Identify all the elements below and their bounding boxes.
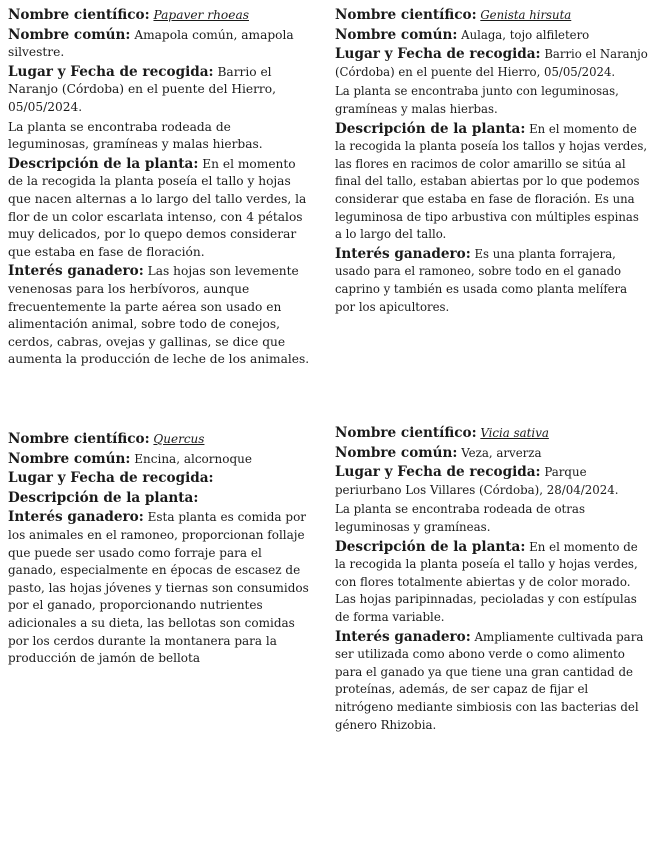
scientific-name-label: Nombre científico: <box>8 7 150 23</box>
common-name-label: Nombre común: <box>8 26 131 43</box>
common-name: Veza, arverza <box>461 445 542 460</box>
interest-label: Interés ganadero: <box>8 509 144 526</box>
habitat-text: La planta se encontraba rodeada de otras leguminosas y gramíneas. <box>335 502 586 534</box>
scientific-name: Quercus <box>153 432 205 446</box>
interest-row <box>335 246 649 316</box>
description-row <box>8 156 314 262</box>
description-text: En el momento de la recogida la planta poseía los tallos y hojas verdes, las flores en racimos de color amarillo se sitúa al final del tallo, estaban abiertas por lo que podemos considerar que estaba en fase de floración. Es una leguminosa de tipo arbustiva con múltiples espinas a lo largo del tallo. <box>335 121 648 242</box>
common-name-row <box>335 27 649 45</box>
common-name-label: Nombre común: <box>8 450 131 467</box>
common-name: Aulaga, tojo alfiletero <box>461 27 590 42</box>
place-date: Barrio el Naranjo (Córdoba) en el puente del Hierro, 05/05/2024. <box>335 47 648 79</box>
place-date: Parque periurbano Los Villares (Córdoba), 28/04/2024. <box>335 465 619 497</box>
scientific-name: Vicia sativa <box>480 426 549 440</box>
interest-row <box>335 629 649 735</box>
place-date-label: Lugar y Fecha de recogida: <box>8 470 214 487</box>
interest-text: Es una planta forrajera, usado para el ramoneo, sobre todo en el ganado caprino y también es usada como planta melífera por los apicultores. <box>335 246 628 314</box>
description-label: Descripción de la planta: <box>335 120 526 137</box>
plant-card-quercus <box>8 431 314 670</box>
place-date-row <box>335 464 649 499</box>
interest-label: Interés ganadero: <box>335 628 471 645</box>
description-text: En el momento de la recogida la planta poseía el tallo y hojas que nacen alternas a lo largo del tallo verdes, la flor de un color escarlata intenso, con 4 pétalos muy delicados, por lo quepo demos considerar que estaba en fase de floración. <box>8 156 307 259</box>
common-name-row <box>8 27 314 62</box>
interest-text: Las hojas son levemente venenosas para los herbívoros, aunque frecuentemente la parte aérea son usado en alimentación animal, sobre todo de conejos, cerdos, cabras, ovejas y gallinas, se dice que aumenta la producción de leche de los animales. <box>8 264 310 367</box>
place-date-row <box>335 46 649 81</box>
interest-label: Interés ganadero: <box>335 245 471 262</box>
interest-text: Esta planta es comida por los animales en el ramoneo, proporcionan follaje que puede ser usado como forraje para el ganado, especialmente en épocas de escasez de pasto, las hojas jóvenes y tiernas son consumidos por el ganado, proporcionando nutrientes adicionales a su dieta, las bellotas son comidas por los cerdos durante la montanera para la producción de jamón de bellota <box>8 510 309 666</box>
common-name-label: Nombre común: <box>335 444 458 461</box>
place-date-label: Lugar y Fecha de recogida: <box>335 464 541 481</box>
description-label: Descripción de la planta: <box>8 155 199 172</box>
description-row <box>335 539 649 627</box>
description-label: Descripción de la planta: <box>8 489 199 506</box>
interest-row <box>8 509 314 667</box>
place-date-row <box>8 64 314 117</box>
scientific-name-row <box>335 7 649 25</box>
description-row <box>8 490 314 508</box>
description-text: En el momento de la recogida la planta poseía el tallo y hojas verdes, con flores totalmente abiertas y de color morado. Las hojas paripinnadas, pecioladas y con estípulas de forma variable. <box>335 539 638 624</box>
scientific-name-row <box>8 7 314 25</box>
habitat-text: La planta se encontraba junto con leguminosas, gramíneas y malas hierbas. <box>335 84 619 116</box>
plant-card-genista <box>335 7 649 318</box>
common-name: Encina, alcornoque <box>134 451 252 466</box>
scientific-name-label: Nombre científico: <box>8 431 150 447</box>
scientific-name-label: Nombre científico: <box>335 425 477 441</box>
common-name-row <box>8 451 314 469</box>
plant-card-vicia <box>335 425 649 736</box>
scientific-name-label: Nombre científico: <box>335 7 477 23</box>
interest-label: Interés ganadero: <box>8 263 144 280</box>
place-date-label: Lugar y Fecha de recogida: <box>8 63 214 80</box>
interest-row <box>8 263 314 369</box>
plant-card-papaver <box>8 7 314 371</box>
place-date-label: Lugar y Fecha de recogida: <box>335 46 541 63</box>
description-label: Descripción de la planta: <box>335 538 526 555</box>
scientific-name: Papaver rhoeas <box>153 8 249 22</box>
habitat-text: La planta se encontraba rodeada de leguminosas, gramíneas y malas hierbas. <box>8 119 263 152</box>
scientific-name-row <box>335 425 649 443</box>
description-row <box>335 121 649 244</box>
common-name-row <box>335 445 649 463</box>
scientific-name: Genista hirsuta <box>480 8 572 22</box>
scientific-name-row <box>8 431 314 449</box>
common-name-label: Nombre común: <box>335 26 458 43</box>
common-name: Amapola común, amapola silvestre. <box>8 27 294 60</box>
place-date: Barrio el Naranjo (Córdoba) en el puente del Hierro, 05/05/2024. <box>8 64 276 114</box>
interest-text: Ampliamente cultivada para ser utilizada como abono verde o como alimento para el ganado ya que tiene una gran cantidad de proteínas, además, de ser capaz de fijar el nitrógeno mediante simbiosis con las bacterias del género Rhizobia. <box>335 629 644 732</box>
place-date-row <box>8 470 314 488</box>
